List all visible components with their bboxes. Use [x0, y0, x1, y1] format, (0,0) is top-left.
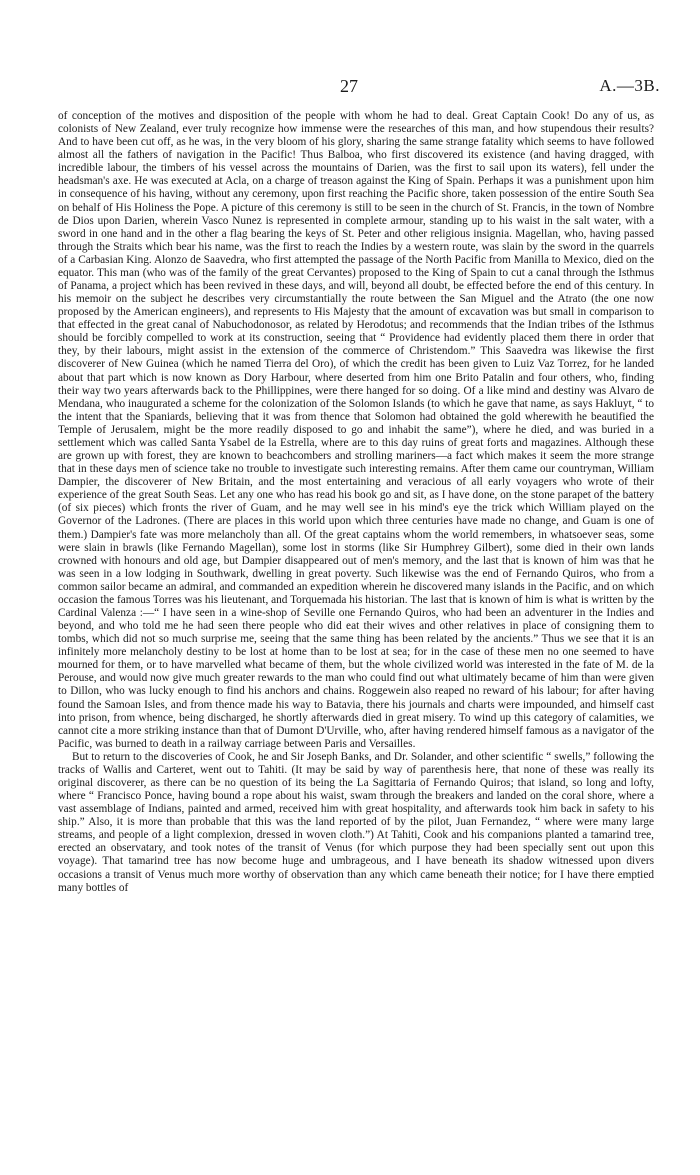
page-number: 27 [340, 76, 358, 96]
document-reference: A.—3B. [599, 76, 660, 95]
paragraph: of conception of the motives and disposition of the people with whom he had to deal. Great Captain Cook! Do any of us, as colonists of New Zealand, ever truly recognize how immense were the researches of this man, and how stupendous their results? And to have been cut off, as he was, in the very bloom of his glory, sharing the same strange fatality which seems to have followed almost all the fathers of navigation in the Pacific! Thus Balboa, who first discovered its existence (and having dragged, with incredible labour, the timbers of his vessel across the mountains of Darien, was the first to sail upon its waters), fell under the headsman's axe. He was executed at Acla, on a charge of treason against the King of Spain. Perhaps it was a punishment upon him in consequence of his having, without any ceremony, upon first reaching the Pacific shore, taken possession of the entire South Sea on behalf of His Holiness the Pope. A picture of this ceremony is still to be seen in the church of St. Francis, in the town of Nombre de Dios upon Darien, wherein Vasco Nunez is represented in complete armour, standing up to his waist in the salt water, with a sword in one hand and in the other a flag bearing the keys of St. Peter and other religious insignia. Magellan, who, having passed through the Straits which bear his name, was the first to reach the Indies by a western route, was slain by the sword in the quarrels of a Carbasian King. Alonzo de Saavedra, who first attempted the passage of the North Pacific from Manilla to Mexico, died on the equator. This man (who was of the family of the great Cervantes) proposed to the King of Spain to cut a canal through the Isthmus of Panama, a project which has been revived in these days, and will, beyond all doubt, be effected before the end of this century. In his memoir on the subject he describes very circumstantially the route between the San Miguel and the Atrato (the one now proposed by the American engineers), and represents to His Majesty that the amount of excavation was but small in comparison to that effected in the great canal of Nabuchodonosor, as related by Herodotus; and recommends that the Indian tribes of the Isthmus should be forcibly compelled to work at its construction, seeing that “ Providence had evidently placed them there in order that they, by their labours, might assist in the extension of the commerce of Christendom.” This Saavedra was likewise the first discoverer of New Guinea (which he named Tierra del Oro), of which the credit has been given to Luiz Vaz Torrez, for he landed about that part which is now known as Dory Harbour, where deserted from him one Brito Patalin and four others, who, finding their way two years afterwards back to the Phillippines, were there hanged for so doing. Of a like mind and destiny was Alvaro de Mendana, who inaugurated a scheme for the colonization of the Solomon Islands (to which he gave that name, as says Hakluyt, “ to the intent that the Spaniards, believing that it was from thence that Solomon had obtained the gold wherewith he beautified the Temple of Jerusalem, might be the more readily disposed to go and inhabit the same”), where he died, and was buried in a settlement which was called Santa Ysabel de la Estrella, where are to this day ruins of great forts and magazines. Although these are grown up with forest, they are known to beachcombers and strolling mariners—a fact which makes it seem the more strange that in these days men of science take no trouble to investigate such interesting remains. After them came our countryman, William Dampier, the discoverer of New Britain, and the most entertaining and veracious of all early voyagers who wrote of their experience of the great South Seas. Let any one who has read his book go and sit, as I have done, on the stone parapet of the battery (of six pieces) which fronts the river of Guam, and he may well see in his mind's eye the trick which William played on the Governor of the Ladrones. (There are places in this world upon which three centuries have made no change, and Guam is one of them.) Dampier's fate was more melancholy than all. Of the great captains whom the world remembers, in whatsoever seas, some were slain in brawls (like Fernando Magellan), some lost in storms (like Sir Humphrey Gilbert), some died in their own lands crowned with honours and old age, but Dampier disappeared out of men's memory, and the last that is known of him was that he was seen in a low lodging in Southwark, dwelling in great poverty. Such likewise was the end of Fernando Quiros, who from a common sailor became an admiral, and commanded an expedition wherein he discovered many islands in the Pacific, and on which occasion the famous Torres was his lieutenant, and Torquemada his historian. The last that is known of him is what is written by the Cardinal Valenza :—“ I have seen in a wine-shop of Seville one Fernando Quiros, who had been an adventurer in the Indies and beyond, and who told me he had seen there people who did eat their wives and other relatives in place of consigning them to tombs, which did not so much surprise me, seeing that the same thing has been related by the ancients.” Thus we see that it is an infinitely more melancholy destiny to be lost at home than to be lost at sea; for in the case of these men no one seemed to have mourned for them, or to have marvelled what became of them, but the whole civilized world was interested in the fate of M. de la Perouse, and would now give much greater rewards to the man who could find out what ultimately became of him than were given to Dillon, who was lucky enough to find his anchors and chains. Roggewein also reaped no reward of his labour; for after having found the Samoan Isles, and from thence made his way to Batavia, there his journals and charts were impounded, and himself cast into prison, from whence, being discharged, he shortly afterwards died in great misery. To wind up this category of calamities, we cannot cite a more striking instance than that of Dumont D'Urville, who, after having rendered himself famous as a navigator of the Pacific, was burned to death in a railway carriage between Paris and Versailles. [58, 110, 654, 750]
page-header [0, 0, 700, 96]
body-text [58, 110, 654, 895]
paragraph: But to return to the discoveries of Cook, he and Sir Joseph Banks, and Dr. Solander, and other scientific “ swells,” following the tracks of Wallis and Carteret, went out to Tahiti. (It may be said by way of parenthesis here, that none of these was really its original discoverer, as there can be no question of its being the La Sagittaria of Fernando Quiros; that island, so long and lofty, where “ Francisco Ponce, having bound a rope about his waist, swam through the breakers and landed on the coral shore, where a vast assemblage of Indians, painted and armed, received him with great hospitality, and afterwards took him back in safety to his ship.” Also, it is more than probable that this was the land reported of by the pilot, Juan Fernandez, “ where were many large streams, and people of a light complexion, dressed in woven cloth.”) At Tahiti, Cook and his companions planted a tamarind tree, erected an observatary, and took notes of the transit of Venus (for which purpose they had been specially sent out upon this voyage). That tamarind tree has now become huge and umbrageous, and I have beneath its shadow witnessed upon divers occasions a transit of Venus much more worthy of observation than any which came beneath their notice; for I have there emptied many bottles of [58, 750, 654, 894]
